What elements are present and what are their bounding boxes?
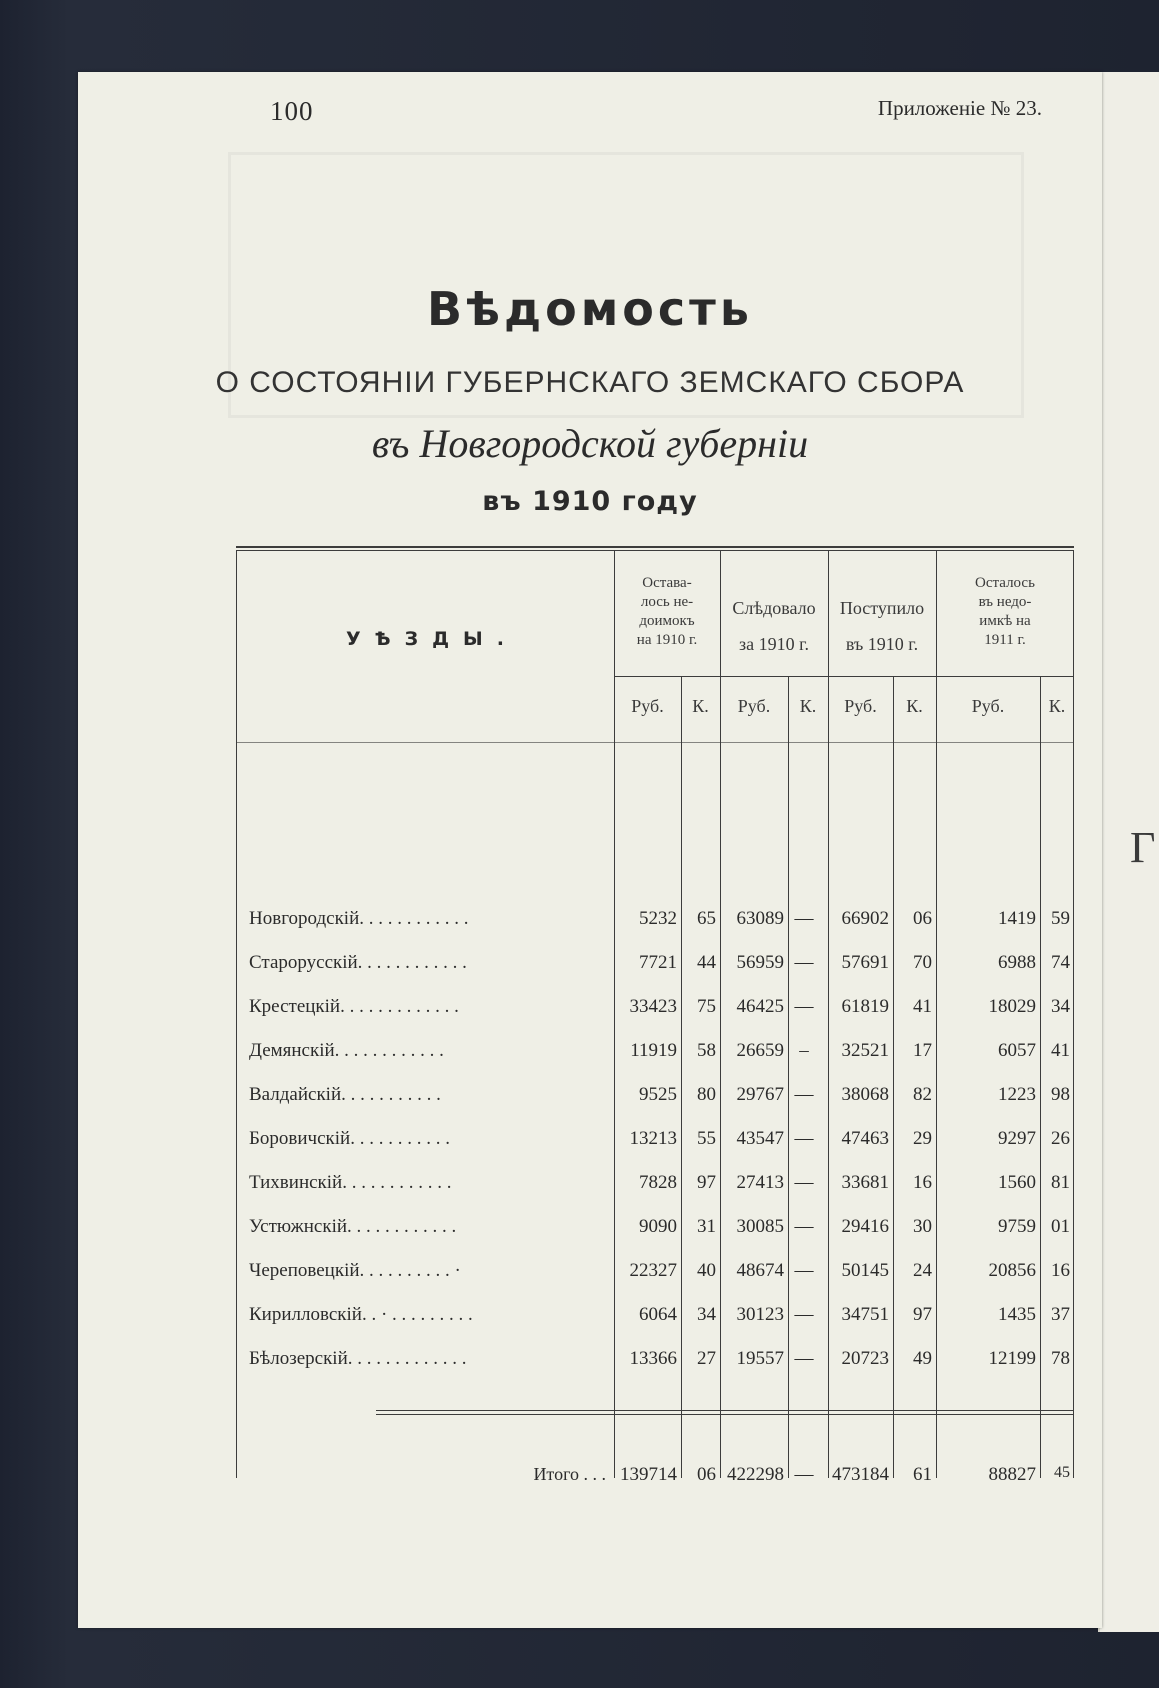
arrears-1910-kop: 31	[697, 1216, 716, 1237]
received-1910-rub: 32521	[841, 1040, 889, 1061]
arrears-1910-rub: 13213	[629, 1128, 677, 1149]
subheader-kop: К.	[906, 696, 923, 716]
total-received-1910-kop: 61	[913, 1464, 932, 1485]
arrears-1911-kop: 37	[1051, 1304, 1070, 1325]
facing-page-edge	[1098, 72, 1159, 1632]
arrears-1910-kop: 65	[697, 908, 716, 929]
due-1910-rub: 63089	[736, 908, 784, 929]
table-top-rule-thin	[236, 550, 1074, 551]
table-row	[236, 952, 1074, 992]
header-line: Слѣдовало	[732, 598, 816, 618]
arrears-1911-kop: 41	[1051, 1040, 1070, 1061]
document-title: Вѣдомость	[427, 282, 753, 336]
total-arrears-1911-kop: 45	[1054, 1464, 1070, 1481]
arrears-1911-kop: 01	[1051, 1216, 1070, 1237]
total-due-1910-kop: —	[794, 1464, 814, 1485]
col-header-received-1910	[828, 590, 936, 662]
received-1910-kop: 41	[913, 996, 932, 1017]
due-1910-rub: 29767	[736, 1084, 784, 1105]
table-row	[236, 1128, 1074, 1168]
district-name: Демянскій. . . . . . . . . . . .	[249, 1040, 444, 1061]
arrears-1911-kop: 81	[1051, 1172, 1070, 1193]
due-1910-rub: 27413	[736, 1172, 784, 1193]
header-line: Осталось	[975, 575, 1035, 591]
received-1910-rub: 34751	[841, 1304, 889, 1325]
received-1910-rub: 47463	[841, 1128, 889, 1149]
due-1910-kop: —	[794, 1304, 814, 1325]
due-1910-kop: —	[794, 1128, 814, 1149]
arrears-1911-kop: 16	[1051, 1260, 1070, 1281]
arrears-1911-rub: 1560	[998, 1172, 1036, 1193]
received-1910-kop: 49	[913, 1348, 932, 1369]
header-line: лось не-	[640, 594, 694, 610]
arrears-1910-rub: 33423	[629, 996, 677, 1017]
arrears-1910-rub: 22327	[629, 1260, 677, 1281]
due-1910-kop: —	[794, 1216, 814, 1237]
subheader-rub: Руб.	[737, 696, 771, 716]
arrears-1910-rub: 7828	[639, 1172, 677, 1193]
district-name: Старорусскій. . . . . . . . . . . .	[249, 952, 467, 973]
districts-header: УѢЗДЫ.	[346, 628, 518, 650]
arrears-1910-kop: 27	[697, 1348, 716, 1369]
region-line: въ Новгородской губерніи	[371, 421, 809, 466]
district-name: Крестецкій. . . . . . . . . . . . .	[249, 996, 459, 1017]
received-1910-rub: 38068	[841, 1084, 889, 1105]
arrears-1910-rub: 5232	[639, 908, 677, 929]
arrears-1910-kop: 58	[697, 1040, 716, 1061]
received-1910-rub: 20723	[841, 1348, 889, 1369]
arrears-1910-rub: 6064	[639, 1304, 677, 1325]
due-1910-rub: 26659	[736, 1040, 784, 1061]
arrears-1910-kop: 80	[697, 1084, 716, 1105]
subheader-rub: Руб.	[971, 696, 1005, 716]
arrears-1910-kop: 75	[697, 996, 716, 1017]
col-header-arrears-1910	[614, 574, 720, 650]
due-1910-kop: —	[794, 1172, 814, 1193]
table-top-rule	[236, 546, 1074, 548]
district-name: Череповецкій. . . . . . . . . . ·	[249, 1260, 461, 1281]
col-header-arrears-1911	[936, 574, 1074, 650]
table-row	[236, 1172, 1074, 1212]
table-row	[236, 996, 1074, 1036]
due-1910-kop: –	[799, 1040, 809, 1061]
due-1910-rub: 48674	[736, 1260, 784, 1281]
arrears-1911-rub: 6057	[998, 1040, 1036, 1061]
arrears-1910-kop: 44	[697, 952, 716, 973]
header-sub-rule	[614, 676, 1074, 677]
due-1910-kop: —	[794, 1260, 814, 1281]
header-bottom-rule	[236, 742, 1074, 743]
header-line: доимокъ	[639, 613, 695, 629]
subheader-kop: К.	[1048, 696, 1066, 716]
total-arrears-1910-kop: 06	[697, 1464, 716, 1485]
table-row	[236, 1084, 1074, 1124]
header-line: въ недо-	[978, 594, 1032, 610]
district-name: Кирилловскій. . · . . . . . . . . .	[249, 1304, 473, 1325]
arrears-1910-kop: 34	[697, 1304, 716, 1325]
received-1910-kop: 16	[913, 1172, 932, 1193]
arrears-1911-rub: 18029	[988, 996, 1036, 1017]
arrears-1911-kop: 98	[1051, 1084, 1070, 1105]
table-row	[236, 1040, 1074, 1080]
total-row	[236, 1464, 1074, 1504]
total-label: Итого . . .	[533, 1464, 606, 1484]
year-line: въ 1910 году	[482, 486, 698, 517]
received-1910-kop: 30	[913, 1216, 932, 1237]
received-1910-rub: 29416	[841, 1216, 889, 1237]
due-1910-kop: —	[794, 996, 814, 1017]
due-1910-kop: —	[794, 952, 814, 973]
total-arrears-1911-rub: 88827	[988, 1464, 1036, 1485]
arrears-1911-rub: 12199	[988, 1348, 1036, 1369]
due-1910-rub: 56959	[736, 952, 784, 973]
subheader-kop: К.	[799, 696, 817, 716]
due-1910-kop: —	[794, 908, 814, 929]
arrears-1911-rub: 1223	[998, 1084, 1036, 1105]
received-1910-rub: 61819	[841, 996, 889, 1017]
received-1910-kop: 82	[913, 1084, 932, 1105]
district-name: Валдайскій. . . . . . . . . . .	[249, 1084, 441, 1105]
header-line: 1911 г.	[984, 632, 1026, 648]
arrears-1910-kop: 40	[697, 1260, 716, 1281]
district-name: Новгородскій. . . . . . . . . . . .	[249, 908, 469, 929]
received-1910-kop: 24	[913, 1260, 932, 1281]
district-name: Бѣлозерскій. . . . . . . . . . . . .	[249, 1348, 467, 1369]
received-1910-kop: 97	[913, 1304, 932, 1325]
header-line: на 1910 г.	[636, 632, 698, 648]
table-row	[236, 1216, 1074, 1256]
due-1910-rub: 30123	[736, 1304, 784, 1325]
subheader-kop: К.	[692, 696, 709, 716]
received-1910-kop: 70	[913, 952, 932, 973]
subheader-rub: Руб.	[844, 696, 877, 716]
table-row	[236, 908, 1074, 948]
arrears-1910-rub: 9525	[639, 1084, 677, 1105]
arrears-1911-rub: 9297	[998, 1128, 1036, 1149]
district-name: Тихвинскій. . . . . . . . . . . .	[249, 1172, 452, 1193]
arrears-1911-rub: 1419	[998, 908, 1036, 929]
col-header-due-1910	[720, 590, 828, 662]
arrears-1910-kop: 97	[697, 1172, 716, 1193]
document-page	[78, 72, 1102, 1628]
arrears-1911-kop: 34	[1051, 996, 1070, 1017]
due-1910-rub: 46425	[736, 996, 784, 1017]
received-1910-rub: 33681	[841, 1172, 889, 1193]
due-1910-rub: 43547	[736, 1128, 784, 1149]
received-1910-kop: 17	[913, 1040, 932, 1061]
appendix-label: Приложеніе № 23.	[877, 96, 1042, 120]
document-subtitle: О СОСТОЯНІИ ГУБЕРНСКАГО ЗЕМСКАГО СБОРА	[215, 366, 965, 399]
header-line: Поступило	[839, 598, 925, 618]
received-1910-rub: 66902	[841, 908, 889, 929]
header-line: Остава-	[642, 575, 692, 591]
total-rule	[376, 1410, 1074, 1411]
total-due-1910-rub: 422298	[727, 1464, 784, 1485]
received-1910-rub: 50145	[841, 1260, 889, 1281]
arrears-1911-kop: 78	[1051, 1348, 1070, 1369]
arrears-1911-rub: 9759	[998, 1216, 1036, 1237]
arrears-1911-rub: 20856	[988, 1260, 1036, 1281]
arrears-1911-kop: 26	[1051, 1128, 1070, 1149]
arrears-1911-rub: 1435	[998, 1304, 1036, 1325]
page-number: 100	[270, 96, 314, 126]
arrears-1910-rub: 13366	[629, 1348, 677, 1369]
received-1910-kop: 06	[913, 908, 932, 929]
total-received-1910-rub: 473184	[832, 1464, 889, 1485]
district-name: Боровичскій. . . . . . . . . . .	[249, 1128, 450, 1149]
arrears-1911-kop: 59	[1051, 908, 1070, 929]
received-1910-kop: 29	[913, 1128, 932, 1149]
due-1910-rub: 30085	[736, 1216, 784, 1237]
facing-page-letter: Г	[1130, 823, 1156, 872]
table-row	[236, 1348, 1074, 1388]
due-1910-rub: 19557	[736, 1348, 784, 1369]
arrears-1910-rub: 9090	[639, 1216, 677, 1237]
arrears-1910-kop: 55	[697, 1128, 716, 1149]
received-1910-rub: 57691	[841, 952, 889, 973]
district-name: Устюжнскій. . . . . . . . . . . .	[249, 1216, 457, 1237]
total-arrears-1910-rub: 139714	[620, 1464, 677, 1485]
header-line: имкѣ на	[979, 613, 1031, 629]
header-line: за 1910 г.	[739, 634, 809, 654]
total-rule	[376, 1414, 1074, 1415]
arrears-1911-kop: 74	[1051, 952, 1070, 973]
header-line: въ 1910 г.	[845, 634, 919, 654]
collection-table	[236, 546, 1074, 1485]
arrears-1910-rub: 11919	[630, 1040, 677, 1061]
due-1910-kop: —	[794, 1348, 814, 1369]
table-row	[236, 1260, 1074, 1300]
table-row	[236, 1304, 1074, 1344]
subheader-rub: Руб.	[631, 696, 664, 716]
arrears-1911-rub: 6988	[998, 952, 1036, 973]
arrears-1910-rub: 7721	[639, 952, 677, 973]
due-1910-kop: —	[794, 1084, 814, 1105]
